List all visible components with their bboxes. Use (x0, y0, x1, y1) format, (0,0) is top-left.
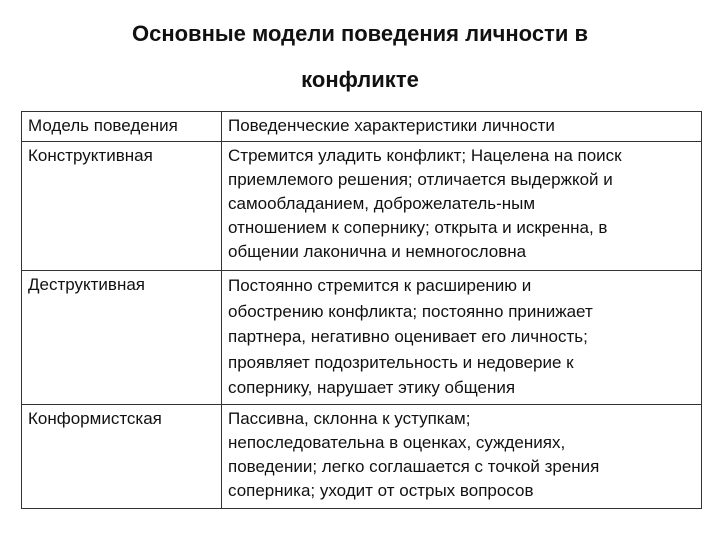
model-cell: Конформистская (22, 404, 222, 508)
table-row (22, 404, 702, 508)
model-cell: Деструктивная (22, 271, 222, 405)
table-row (22, 271, 702, 405)
description-cell: Стремится уладить конфликт; Нацелена на поиск приемлемого решения; отличается выдержкой и самообладанием, доброжелатель-ным отношением к сопернику; открыта и искренна, в общении лаконична и немногословна (222, 142, 702, 271)
header-characteristics: Поведенческие характеристики личности (222, 112, 702, 142)
table-row (22, 142, 702, 271)
page-title-line-2: конфликте (301, 67, 419, 92)
behavior-models-table (21, 111, 702, 509)
table-header-row (22, 112, 702, 142)
description-cell: Постоянно стремится к расширению и обострению конфликта; постоянно принижает партнера, негативно оценивает его личность; проявляет подозрительность и недоверие к сопернику, нарушает этику общения (222, 271, 702, 405)
model-cell: Конструктивная (22, 142, 222, 271)
page-title-line-1: Основные модели поведения личности в (131, 21, 588, 46)
header-model: Модель поведения (22, 112, 222, 142)
description-cell: Пассивна, склонна к уступкам; непоследовательна в оценках, суждениях, поведении; легко соглашается с точкой зрения соперника; уходит от острых вопросов (222, 404, 702, 508)
